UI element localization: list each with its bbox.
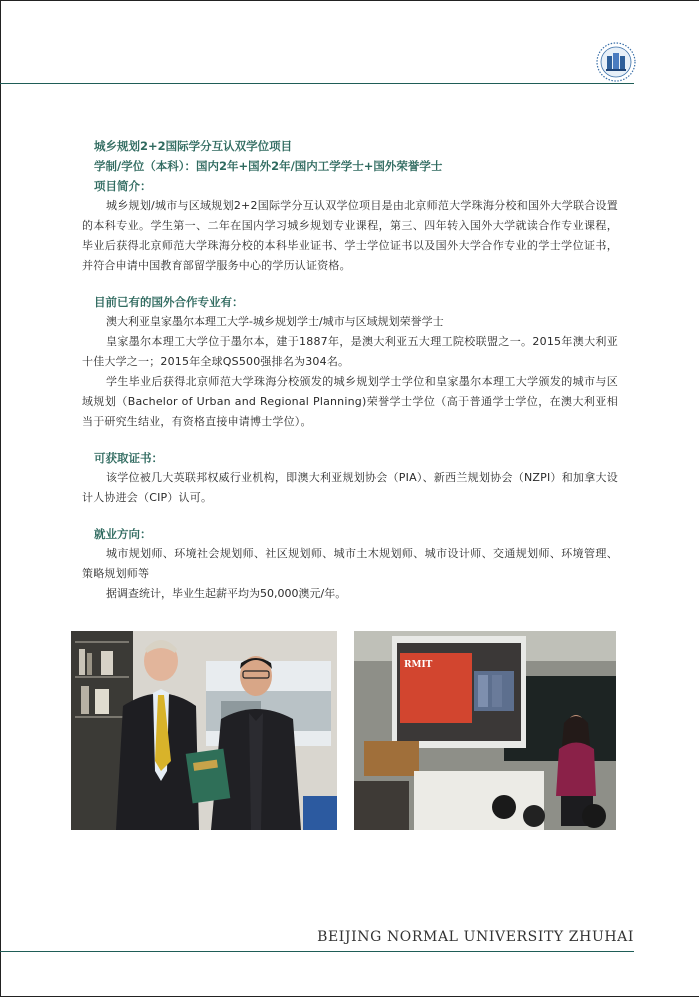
career-label: 就业方向： (94, 527, 152, 541)
program-title: 城乡规划2+2国际学分互认双学位项目 (94, 139, 293, 153)
slide-brand: RMIT (404, 660, 433, 670)
photo-presentation (354, 631, 616, 830)
certificates-text: 该学位被几大英联邦权威行业机构，即澳大利亚规划协会（PIA）、新西兰规划协会（NZPI）和加拿大设计人协进会（CIP）认可。 (82, 471, 618, 504)
intro-text: 城乡规划/城市与区域规划2+2国际学分互认双学位项目是由北京师范大学珠海分校和国外大学联合设置的本科专业。学生第一、二年在国内学习城乡规划专业课程，第三、四年转入国外大学就读合作专业课程，毕业后获得北京师范大学珠海分校的本科毕业证书、学士学位证书以及国外大学合作专业的学士学位证书，并符合申请中国教育部留学服务中心的学历认证资格。 (82, 199, 618, 272)
career-text: 城市规划师、环境社会规划师、社区规划师、城市土木规划师、城市设计师、交通规划师、环境管理、策略规划师等 (82, 547, 618, 580)
salary-text: 据调查统计，毕业生起薪平均为50,000澳元/年。 (106, 587, 347, 600)
partner-para-2: 学生毕业后获得北京师范大学珠海分校颁发的城乡规划学士学位和皇家墨尔本理工大学颁发的城市与区域规划（Bachelor of Urban and Regional Planning)荣誉学士学位（高于普通学士学位，在澳大利亚相当于研究生结业，有资格直接申请博士学位）。 (82, 375, 618, 428)
intro-label: 项目简介： (94, 179, 152, 193)
main-content (82, 136, 618, 604)
top-rule (0, 83, 634, 84)
bottom-rule (0, 951, 634, 952)
partner-line: 澳大利亚皇家墨尔本理工大学-城乡规划学士/城市与区域规划荣誉学士 (106, 315, 444, 328)
program-degree: 学制/学位（本科）：国内2年+国外2年/国内工学学士+国外荣誉学士 (94, 159, 443, 173)
certificates-label: 可获取证书： (94, 451, 163, 465)
partner-para-1: 皇家墨尔本理工大学位于墨尔本，建于1887年，是澳大利亚五大理工院校联盟之一。2015年澳大利亚十佳大学之一；2015年全球QS500强排名为304名。 (82, 335, 618, 368)
footer-university-name: BEIJING NORMAL UNIVERSITY ZHUHAI (317, 929, 634, 945)
university-logo-icon (596, 42, 636, 82)
partners-label: 目前已有的国外合作专业有： (94, 295, 244, 309)
photo-handshake (71, 631, 337, 830)
